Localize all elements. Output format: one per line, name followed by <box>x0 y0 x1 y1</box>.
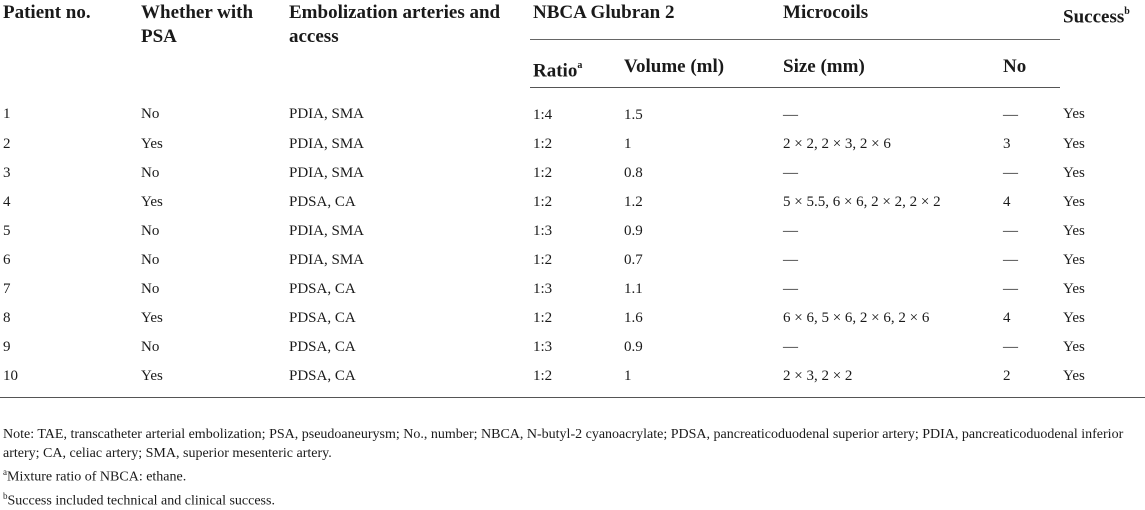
cell-arteries: PDSA, CA <box>289 339 356 355</box>
table-row <box>0 188 1145 217</box>
cell-volume: 0.9 <box>624 339 643 355</box>
cell-volume: 1 <box>621 362 780 398</box>
cell-patient: 8 <box>3 310 11 326</box>
cell-psa: No <box>141 165 160 181</box>
header-arteries: Embolization arteries and access <box>289 2 501 47</box>
header-success-label: Success <box>1063 6 1125 28</box>
cell-volume: 0.7 <box>624 252 643 268</box>
note-a <box>3 463 1143 487</box>
cell-arteries: PDSA, CA <box>289 281 356 297</box>
header-psa: Whether with PSA <box>141 2 254 47</box>
cell-no: 4 <box>1003 194 1011 210</box>
cell-success: Yes <box>1063 223 1085 239</box>
cell-no: — <box>1003 281 1019 297</box>
cell-no: 4 <box>1003 310 1011 326</box>
cell-size: 5 × 5.5, 6 × 6, 2 × 2, 2 × 2 <box>783 194 941 210</box>
cell-size: 2 × 2, 2 × 3, 2 × 6 <box>783 136 891 152</box>
cell-psa: No <box>141 106 160 123</box>
cell-ratio: 1:3 <box>533 223 553 239</box>
cell-size: — <box>783 106 799 123</box>
cell-size: 2 × 3, 2 × 2 <box>780 362 1000 398</box>
header-volume: Volume (ml) <box>621 40 780 88</box>
header-no: No <box>1000 40 1060 88</box>
header-size: Size (mm) <box>780 40 1000 88</box>
cell-psa: No <box>141 281 160 297</box>
header-nbca-label: NBCA Glubran 2 <box>533 2 675 23</box>
cell-psa: Yes <box>141 310 163 326</box>
cell-patient: 4 <box>3 194 11 210</box>
cell-ratio: 1:2 <box>533 252 553 268</box>
table-row <box>0 88 1145 131</box>
cell-patient: 2 <box>3 136 11 152</box>
cell-volume: 1 <box>624 136 632 152</box>
cell-psa: Yes <box>141 136 163 152</box>
cell-ratio: 1:3 <box>533 281 553 297</box>
cell-ratio: 1:2 <box>533 165 553 181</box>
cell-success: Yes <box>1063 136 1085 152</box>
cell-size: — <box>783 223 799 239</box>
cell-size: — <box>783 339 799 355</box>
cell-success: Yes <box>1060 362 1145 398</box>
cell-no: — <box>1003 339 1019 355</box>
cell-success: Yes <box>1063 194 1085 210</box>
cell-patient: 6 <box>3 252 11 268</box>
cell-arteries: PDIA, SMA <box>289 106 365 123</box>
cell-no: 2 <box>1000 362 1060 398</box>
cell-patient: 7 <box>3 281 11 297</box>
note-b-text: Success included technical and clinical success. <box>7 493 275 509</box>
header-nbca <box>530 0 780 40</box>
table-row <box>0 246 1145 275</box>
header-success <box>1060 0 1145 88</box>
cell-ratio: 1:3 <box>533 339 553 355</box>
header-microcoils-label: Microcoils <box>783 2 869 23</box>
note-a-mark: a <box>3 467 7 477</box>
cell-arteries: PDSA, CA <box>289 310 356 326</box>
cell-ratio: 1:2 <box>533 194 553 210</box>
cell-no: — <box>1003 106 1019 123</box>
table-row <box>0 304 1145 333</box>
cell-psa: No <box>141 252 160 268</box>
header-ratio <box>530 40 621 88</box>
cell-success: Yes <box>1063 281 1085 297</box>
cell-patient: 5 <box>3 223 11 239</box>
cell-arteries: PDSA, CA <box>286 362 530 398</box>
cell-patient: 9 <box>3 339 11 355</box>
cell-no: — <box>1003 252 1019 268</box>
note-a-text: Mixture ratio of NBCA: ethane. <box>7 469 187 485</box>
cell-volume: 1.1 <box>624 281 643 297</box>
cell-ratio: 1:2 <box>533 310 553 326</box>
cell-patient: 3 <box>3 165 11 181</box>
table-row <box>0 130 1145 159</box>
table-notes <box>3 425 1143 510</box>
cell-arteries: PDIA, SMA <box>289 223 365 239</box>
cell-volume: 1.6 <box>624 310 643 326</box>
header-success-sup: b <box>1124 6 1130 17</box>
cell-psa: No <box>141 223 160 239</box>
table-row <box>0 275 1145 304</box>
table-body <box>0 88 1145 398</box>
table-row <box>0 362 1145 398</box>
cell-patient: 1 <box>3 106 11 123</box>
cell-size: — <box>783 281 799 297</box>
cell-success: Yes <box>1063 106 1085 123</box>
cell-patient: 10 <box>0 362 138 398</box>
cell-success: Yes <box>1063 165 1085 181</box>
cell-psa: No <box>141 339 160 355</box>
cell-volume: 1.2 <box>624 194 643 210</box>
header-microcoils <box>780 0 1060 40</box>
cell-arteries: PDIA, SMA <box>289 252 365 268</box>
cell-no: 3 <box>1003 136 1011 152</box>
cell-arteries: PDIA, SMA <box>289 165 365 181</box>
table-row <box>0 159 1145 188</box>
cell-success: Yes <box>1063 252 1085 268</box>
cell-size: — <box>783 165 799 181</box>
cell-no: — <box>1003 223 1019 239</box>
table-row <box>0 217 1145 246</box>
cell-ratio: 1:2 <box>530 362 621 398</box>
note-b <box>3 487 1143 510</box>
cell-volume: 0.8 <box>624 165 643 181</box>
cell-ratio: 1:2 <box>533 136 553 152</box>
cell-volume: 1.5 <box>624 106 643 123</box>
table-row <box>0 333 1145 362</box>
header-patient-no: Patient no. <box>3 2 91 23</box>
cell-volume: 0.9 <box>624 223 643 239</box>
cell-psa: Yes <box>138 362 286 398</box>
cell-arteries: PDIA, SMA <box>289 136 365 152</box>
note-b-mark: b <box>3 490 8 501</box>
cell-success: Yes <box>1063 310 1085 326</box>
cell-arteries: PDSA, CA <box>289 194 356 210</box>
cell-ratio: 1:4 <box>533 106 553 123</box>
cell-psa: Yes <box>141 194 163 210</box>
note-main: Note: TAE, transcatheter arterial embolization; PSA, pseudoaneurysm; No., number; NBCA, N-butyl-2 cyanoacrylate; PDSA, pancreaticoduodenal superior artery; PDIA, pancreaticoduodenal inferior artery; CA, celiac artery; SMA, superior mesenteric artery. <box>3 427 1124 461</box>
cell-size: — <box>783 252 799 268</box>
cell-size: 6 × 6, 5 × 6, 2 × 6, 2 × 6 <box>783 310 930 326</box>
header-ratio-sup: a <box>577 60 583 71</box>
cell-no: — <box>1003 165 1019 181</box>
header-ratio-label: Ratio <box>533 60 578 82</box>
cell-success: Yes <box>1063 339 1085 355</box>
